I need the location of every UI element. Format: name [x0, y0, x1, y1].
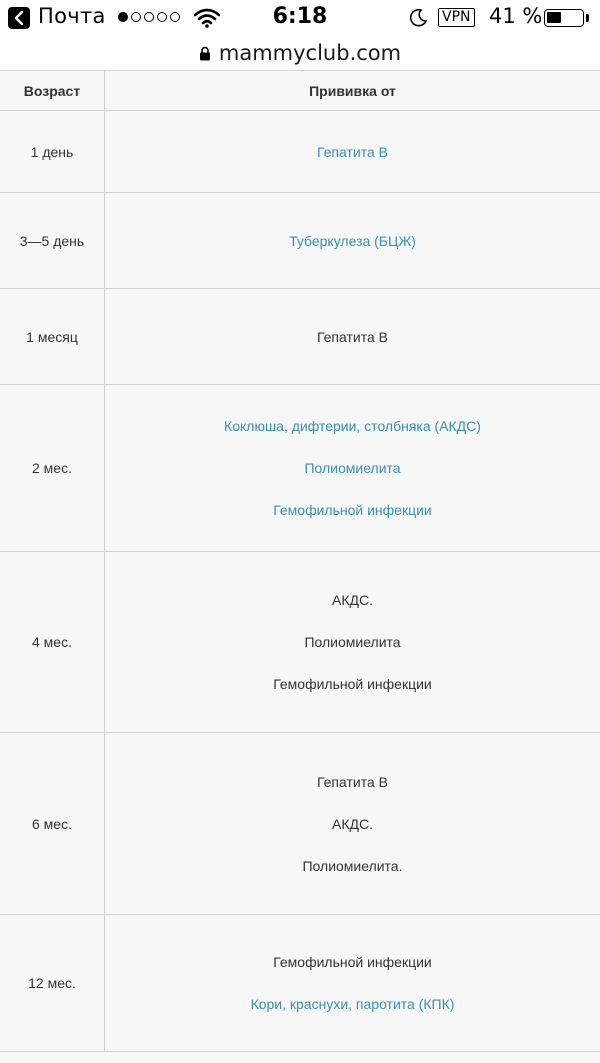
vaccine-text: Гепатита В: [317, 773, 388, 790]
vaccine-cell: [105, 915, 600, 1051]
age-cell: 3—5 день: [0, 193, 105, 288]
vaccine-text: Полиомиелита: [304, 634, 401, 650]
table-header-row: [0, 71, 600, 111]
header-vaccine: Прививка от: [309, 82, 396, 99]
table-row: [0, 385, 600, 552]
vaccination-schedule-table: [0, 70, 600, 1052]
age-cell: 4 мес.: [0, 552, 105, 732]
vaccine-text: Гемофильной инфекции: [273, 954, 432, 970]
vaccine-text: АКДС.: [332, 592, 373, 608]
age-cell: 12 мес.: [0, 915, 105, 1051]
vaccine-link[interactable]: Туберкулеза (БЦЖ): [289, 232, 416, 249]
age-cell: 1 день: [0, 111, 105, 192]
vaccine-link[interactable]: Коклюша, дифтерии, столбняка (АКДС): [224, 418, 481, 434]
table-row: [0, 111, 600, 193]
battery-percentage: 41 %: [489, 4, 543, 28]
vaccine-cell: [105, 552, 600, 732]
table-row: [0, 733, 600, 915]
table-row: [0, 915, 600, 1052]
status-bar: [0, 0, 600, 36]
battery-tip: [586, 14, 589, 22]
carrier-label[interactable]: Почта: [38, 4, 106, 28]
vaccine-cell: [105, 385, 600, 551]
clock: 6:18: [272, 4, 328, 29]
vaccine-link[interactable]: Гемофильной инфекции: [273, 502, 432, 518]
vaccine-text: Полиомиелита.: [302, 857, 403, 874]
vpn-badge: VPN: [438, 8, 475, 27]
vaccine-link[interactable]: Кори, краснухи, паротита (КПК): [250, 996, 455, 1012]
age-cell: 1 месяц: [0, 289, 105, 384]
age-cell: 2 мес.: [0, 385, 105, 551]
table-row: [0, 289, 600, 385]
vaccine-cell: [105, 111, 600, 192]
vaccine-text: Гемофильной инфекции: [273, 676, 432, 692]
table-row: [0, 193, 600, 289]
vaccine-cell: [105, 289, 600, 384]
vaccine-text: Гепатита В: [317, 328, 388, 345]
age-cell: 6 мес.: [0, 733, 105, 914]
url-text[interactable]: mammyclub.com: [218, 41, 402, 65]
do-not-disturb-moon-icon: [408, 8, 428, 28]
vaccine-cell: [105, 733, 600, 914]
battery-level: [547, 12, 561, 23]
table-row: [0, 552, 600, 733]
battery-icon: [544, 9, 584, 27]
vaccine-link[interactable]: Полиомиелита: [304, 460, 401, 476]
header-age: Возраст: [0, 71, 105, 110]
vaccine-text: АКДС.: [332, 815, 373, 832]
vaccine-link[interactable]: Гепатита В: [317, 143, 388, 160]
vaccine-cell: [105, 193, 600, 288]
address-bar[interactable]: [0, 36, 600, 70]
lock-icon: [199, 46, 211, 61]
